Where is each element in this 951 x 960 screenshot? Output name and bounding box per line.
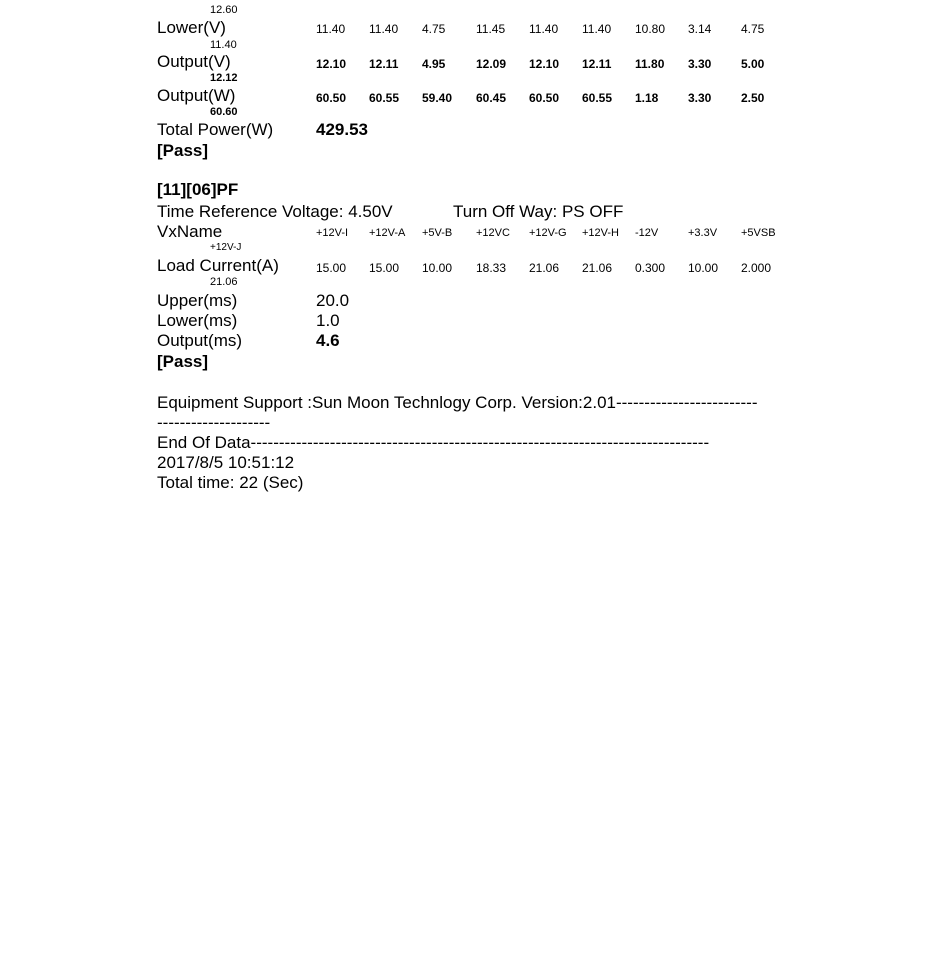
lower-voltage-value: 10.80 xyxy=(635,22,666,36)
load-current-value: 2.000 xyxy=(741,261,772,275)
lower-voltage-value: 4.75 xyxy=(422,22,446,36)
output-voltage-value: 11.80 xyxy=(635,57,665,71)
load-current-value: 21.06 xyxy=(529,261,560,275)
output-watt-value: 2.50 xyxy=(741,91,765,105)
upper-ms-label: Upper(ms) xyxy=(157,291,238,310)
vxname-value: +12V-G xyxy=(529,227,567,239)
lower-voltage-label: Lower(V) xyxy=(157,18,226,37)
dash-line: -------------------- xyxy=(157,413,271,432)
output-watt-value: 60.55 xyxy=(582,91,613,105)
output-watt-value: 60.45 xyxy=(476,91,507,105)
output-voltage-value: 12.10 xyxy=(529,57,560,71)
output-watt-value: 59.40 xyxy=(422,91,453,105)
output-watt-value: 1.18 xyxy=(635,91,659,105)
vxname-value: -12V xyxy=(635,227,659,239)
end-of-data: End Of Data--------------------------------------------------------------------------------- xyxy=(157,433,710,452)
output-voltage-value: 4.95 xyxy=(422,57,446,71)
vxname-value: +3.3V xyxy=(688,227,718,239)
lower-voltage-value: 11.40 xyxy=(316,22,346,36)
load-current-label: Load Current(A) xyxy=(157,256,279,275)
output-ms-label: Output(ms) xyxy=(157,331,243,350)
load-current-value: 10.00 xyxy=(688,261,719,275)
total-power-label: Total Power(W) xyxy=(157,120,274,139)
vxname-value: +5V-B xyxy=(422,227,453,239)
output-watt-value: 60.50 xyxy=(316,91,347,105)
output-voltage-value: 12.09 xyxy=(476,57,507,71)
section-title: [11][06]PF xyxy=(157,180,239,199)
vxname-sub-value: +12V-J xyxy=(210,242,242,253)
vxname-value: +12VC xyxy=(476,227,510,239)
output-ms-value: 4.6 xyxy=(316,331,340,350)
upper-voltage-sub-value: 12.60 xyxy=(210,4,238,16)
total-time: Total time: 22 (Sec) xyxy=(157,473,304,492)
vxname-value: +5VSB xyxy=(741,227,776,239)
load-current-value: 21.06 xyxy=(582,261,613,275)
output-watt-value: 60.55 xyxy=(369,91,400,105)
load-current-sub-value: 21.06 xyxy=(210,276,238,288)
output-voltage-label: Output(V) xyxy=(157,52,231,71)
vxname-value: +12V-H xyxy=(582,227,619,239)
output-watt-value: 60.50 xyxy=(529,91,560,105)
lower-voltage-value: 11.45 xyxy=(476,22,506,36)
load-current-value: 15.00 xyxy=(316,261,347,275)
output-watt-label: Output(W) xyxy=(157,86,236,105)
load-current-value: 10.00 xyxy=(422,261,453,275)
vxname-value: +12V-I xyxy=(316,227,349,239)
vxname-value: +12V-A xyxy=(369,227,406,239)
output-watt-value: 3.30 xyxy=(688,91,712,105)
output-voltage-sub-value: 12.12 xyxy=(210,72,238,84)
output-watt-sub-value: 60.60 xyxy=(210,106,238,118)
lower-voltage-value: 11.40 xyxy=(529,22,559,36)
lower-voltage-value: 11.40 xyxy=(582,22,612,36)
load-current-value: 15.00 xyxy=(369,261,400,275)
lower-ms-value: 1.0 xyxy=(316,311,340,330)
upper-ms-value: 20.0 xyxy=(316,291,350,310)
lower-ms-label: Lower(ms) xyxy=(157,311,238,330)
lower-voltage-sub-value: 11.40 xyxy=(210,39,237,51)
result-pass-1: [Pass] xyxy=(157,141,209,160)
result-pass-2: [Pass] xyxy=(157,352,209,371)
lower-voltage-value: 4.75 xyxy=(741,22,765,36)
report-datetime: 2017/8/5 10:51:12 xyxy=(157,453,295,472)
lower-voltage-value: 11.40 xyxy=(369,22,399,36)
output-voltage-value: 12.11 xyxy=(369,57,399,71)
output-voltage-value: 5.00 xyxy=(741,57,765,71)
output-voltage-value: 12.11 xyxy=(582,57,612,71)
load-current-value: 18.33 xyxy=(476,261,507,275)
vxname-label: VxName xyxy=(157,222,223,241)
turn-off-way: Turn Off Way: PS OFF xyxy=(453,202,624,221)
load-current-value: 0.300 xyxy=(635,261,666,275)
output-voltage-value: 3.30 xyxy=(688,57,712,71)
total-power-value: 429.53 xyxy=(316,120,368,139)
time-reference-voltage: Time Reference Voltage: 4.50V xyxy=(157,202,393,221)
output-voltage-value: 12.10 xyxy=(316,57,347,71)
equipment-support: Equipment Support :Sun Moon Technlogy Corp. Version:2.01------------------------- xyxy=(157,393,758,412)
lower-voltage-value: 3.14 xyxy=(688,22,712,36)
